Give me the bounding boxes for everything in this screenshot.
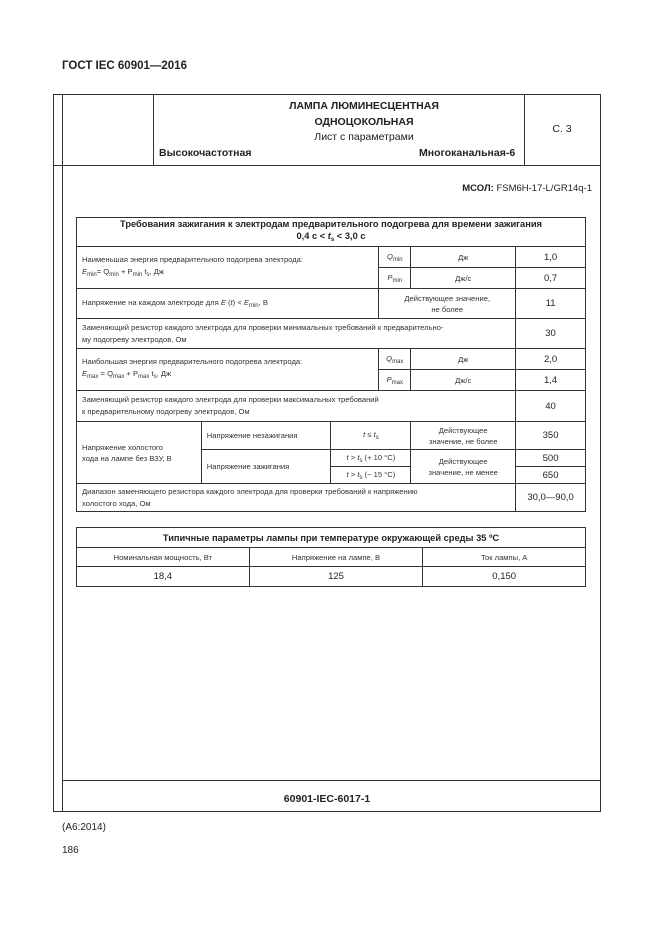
emax-description: Наибольшая энергия предварительного подогрева электрода: $E_{max} = Q_{max} + P_{max}$ $t_s$, Дж — [77, 349, 379, 391]
footer-block-top-line — [62, 780, 600, 781]
non-ignition-value: 350 — [516, 422, 586, 450]
emin-description: Наименьшая энергия предварительного подогрева электрода: $E_{min}= Q_{min} + P_{min}$ $t_s$, Дж — [77, 247, 379, 289]
typical-params-table — [76, 527, 586, 587]
pmax-value: 1,4 — [516, 370, 586, 391]
qmin-symbol: $Q_{min}$ — [379, 247, 411, 268]
res-min-description: Заменяющий резистор каждого электрода для проверки минимальных требований к предварительно- му подогреву электродов, Ом — [77, 319, 516, 349]
pmax-symbol: $P_{max}$ — [379, 370, 411, 391]
ignition-time-range: 0,4 $с < t_s < 3,0$ с — [296, 231, 366, 243]
typical-col-current: Ток лампы, А — [423, 548, 586, 567]
qmax-symbol: $Q_{max}$ — [379, 349, 411, 370]
ignition-voltage-label: Напряжение зажигания — [201, 450, 331, 484]
ignition-qualifier: Действующее значение, не менее — [411, 450, 516, 484]
typical-power-value: 18,4 — [77, 567, 250, 587]
ignition-value-hot: 500 — [516, 450, 586, 467]
sheet-left-label: Высокочастотная — [159, 147, 252, 159]
range-res-value: 30,0—90,0 — [516, 484, 586, 512]
ignition-title: Требования зажигания к электродам предварительного подогрева для времени зажигания — [120, 219, 542, 229]
electrode-voltage-value: 11 — [516, 289, 586, 319]
qmax-value: 2,0 — [516, 349, 586, 370]
sheet-subtitle: Лист с параметрами — [314, 131, 414, 143]
ignition-title-cell — [77, 218, 586, 247]
pmin-symbol: $P_{min}$ — [379, 268, 411, 289]
sheet-page-ref: С. 3 — [552, 123, 572, 135]
mcol-designation — [462, 183, 592, 194]
ocv-description: Напряжение холостого хода на лампе без ВЗУ, В — [77, 422, 202, 484]
typical-current-value: 0,150 — [423, 567, 586, 587]
non-ignition-qualifier: Действующее значение, не более — [411, 422, 516, 450]
electrode-voltage-description: Напряжение на каждом электроде для E $(t) < E_{min}$, В — [77, 289, 379, 319]
non-ignition-condition: $t \le t_s$ — [331, 422, 411, 450]
ignition-condition-hot: $t > t_s$ (+ 10 °C) — [331, 450, 411, 467]
ignition-condition-cold: $t > t_s$ (− 15 °C) — [331, 467, 411, 484]
sheet-code: 60901-IEC-6017-1 — [283, 793, 371, 805]
typical-col-voltage: Напряжение на лампе, В — [249, 548, 423, 567]
qmax-unit: Дж — [411, 349, 516, 370]
non-ignition-label: Напряжение незажигания — [201, 422, 331, 450]
title-block-bottom-line — [54, 165, 600, 166]
res-min-value: 30 — [516, 319, 586, 349]
ignition-value-cold: 650 — [516, 467, 586, 484]
res-max-value: 40 — [516, 391, 586, 422]
res-max-description: Заменяющий резистор каждого электрода для проверки максимальных требований к предварительному подогреву электродов, Ом — [77, 391, 516, 422]
frame-inner-left-line — [62, 95, 63, 811]
ignition-table — [76, 217, 586, 512]
qmin-unit: Дж — [411, 247, 516, 268]
sheet-right-label: Многоканальная-6 — [419, 147, 516, 159]
emin-formula: $E_{min}= Q_{min} + P_{min}$ $t_s$, Дж — [82, 267, 164, 278]
sheet-title-line2: ОДНОЦОКОЛЬНАЯ — [314, 116, 414, 128]
page-number: 186 — [62, 845, 79, 856]
typical-voltage-value: 125 — [249, 567, 423, 587]
sheet-title-line1: ЛАМПА ЛЮМИНЕСЦЕНТНАЯ — [289, 100, 439, 112]
mcol-label: МСОЛ: — [462, 183, 494, 194]
pmin-unit: Дж/с — [411, 268, 516, 289]
emax-formula: $E_{max} = Q_{max} + P_{max}$ $t_s$, Дж — [82, 369, 172, 380]
electrode-voltage-qualifier: Действующее значение, не более — [379, 289, 516, 319]
typical-col-power: Номинальная мощность, Вт — [77, 548, 250, 567]
qmin-value: 1,0 — [516, 247, 586, 268]
pmax-unit: Дж/с — [411, 370, 516, 391]
standard-header: ГОСТ IEC 60901—2016 — [62, 60, 187, 72]
pmin-value: 0,7 — [516, 268, 586, 289]
amendment-note: (A6:2014) — [62, 822, 106, 833]
typical-params-title: Типичные параметры лампы при температуре окружающей среды 35 ºС — [77, 528, 586, 548]
range-res-description: Диапазон заменяющего резистора каждого электрода для проверки требований к напряжению холостого хода, Ом — [77, 484, 516, 512]
mcol-value: FSM6H-17-L/GR14q-1 — [496, 183, 592, 194]
